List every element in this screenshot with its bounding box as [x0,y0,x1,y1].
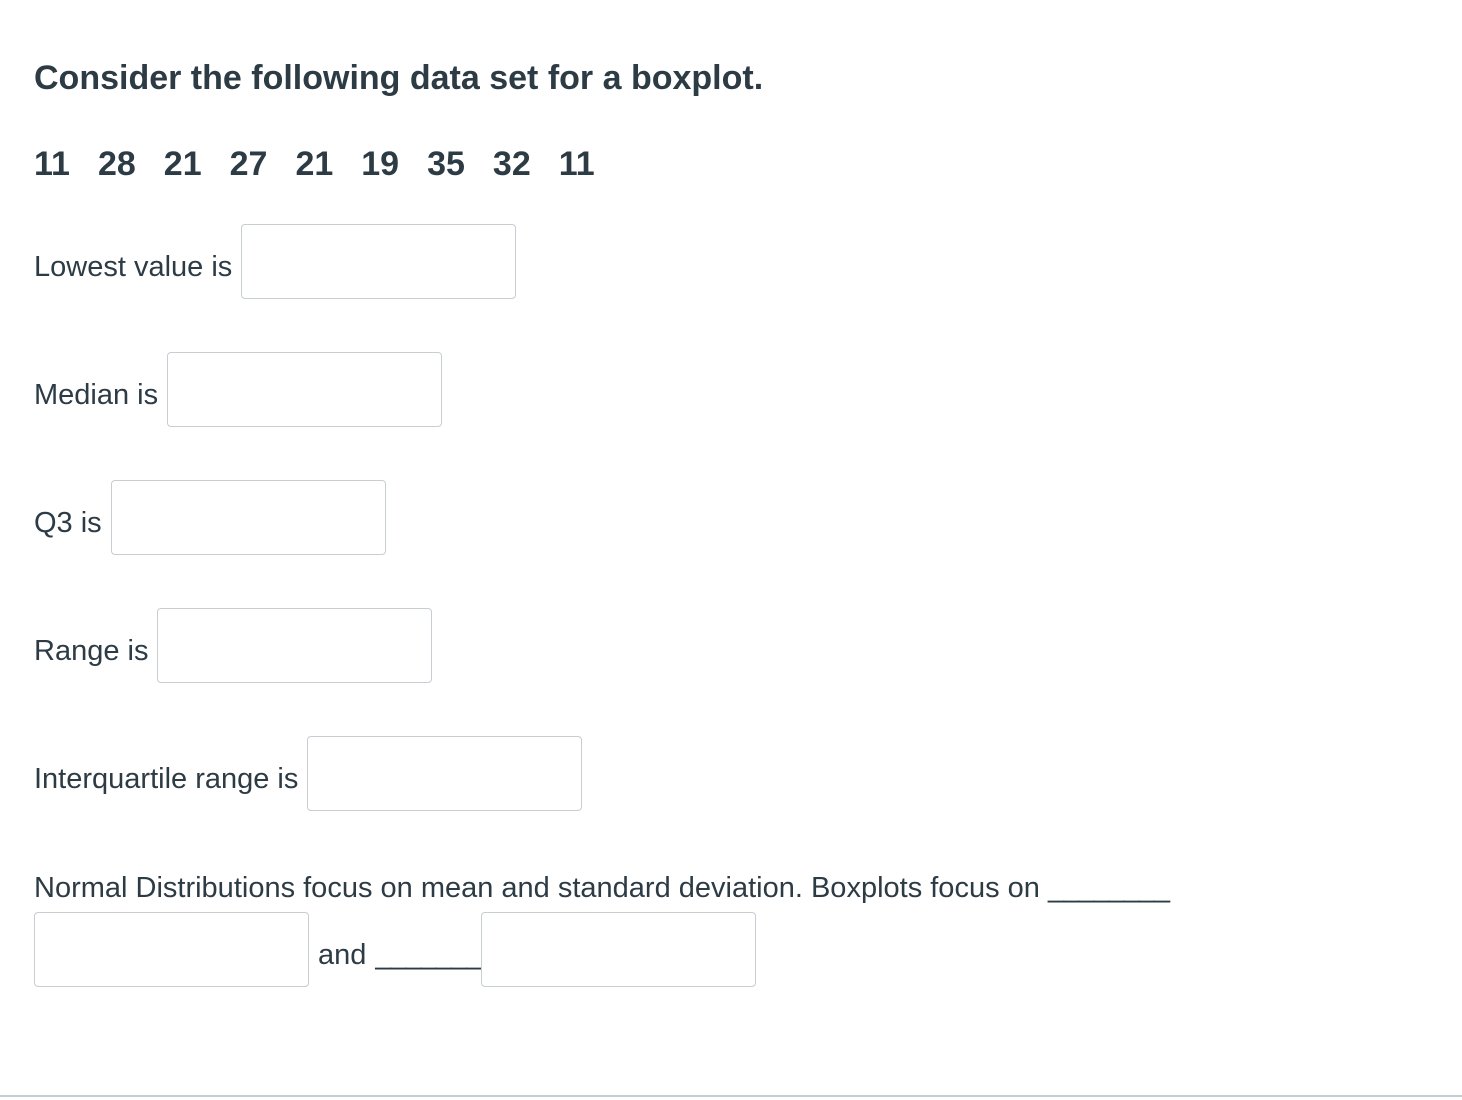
interquartile-range-row [34,735,582,811]
lowest-value-label: Lowest value is [34,250,233,283]
q3-label: Q3 is [34,506,102,539]
interquartile-range-input[interactable] [307,736,582,811]
boxplot-focus-answers [34,911,756,987]
blank-line: ________ [1047,872,1169,904]
boxplot-focus-input-2[interactable] [481,912,756,987]
q3-row [34,479,386,555]
question-title: Consider the following data set for a boxplot. [34,59,764,97]
q3-input[interactable] [111,480,386,555]
dataset-value: 32 [492,145,531,183]
and-label: and [318,938,367,971]
dataset-value: 19 [361,145,400,183]
boxplot-focus-input-1[interactable] [34,912,309,987]
dataset-value: 21 [163,145,202,183]
dataset-value: 21 [295,145,334,183]
dataset-value: 28 [97,145,136,183]
median-label: Median is [34,378,159,411]
median-input[interactable] [167,352,442,427]
interquartile-range-label: Interquartile range is [34,762,299,795]
blank-line: _______ [375,938,482,971]
range-label: Range is [34,634,149,667]
bottom-divider [0,1095,1462,1097]
range-row [34,607,432,683]
dataset-value: 11 [34,145,70,183]
range-input[interactable] [157,608,432,683]
dataset-value: 35 [427,145,465,183]
dataset-value: 27 [229,145,268,183]
dataset-values [34,142,623,186]
dataset-value: 11 [558,145,595,183]
median-row [34,351,442,427]
lowest-value-input[interactable] [241,224,516,299]
lowest-value-row [34,223,516,299]
boxplot-focus-sentence [34,866,1169,910]
sentence-text: Normal Distributions focus on mean and standard deviation. Boxplots focus on [34,872,1040,904]
